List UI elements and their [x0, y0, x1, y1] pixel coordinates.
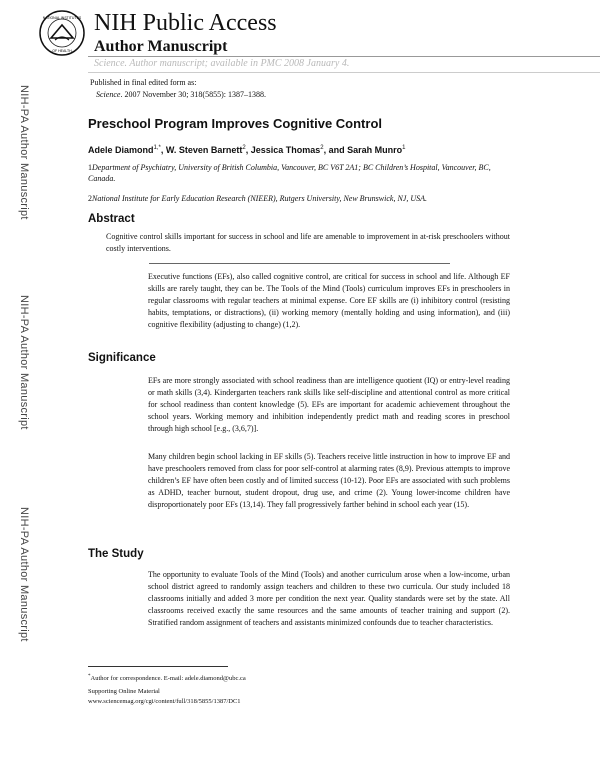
- supporting-material-label: Supporting Online Material: [88, 688, 160, 695]
- author-affiliation-mark: 1: [402, 145, 406, 151]
- header-rule: [88, 56, 600, 57]
- nih-seal-logo: [39, 10, 85, 56]
- correspondence-text: Author for correspondence. E-mail: adele.diamond@ubc.ca: [90, 675, 246, 683]
- author-name: , W. Steven Barnett: [160, 145, 243, 155]
- side-watermark: NIH-PA Author Manuscript: [18, 85, 30, 220]
- affiliation-number: 2: [88, 194, 92, 203]
- footnote-rule: [88, 666, 228, 667]
- availability-notice: Science. Author manuscript; available in PMC 2008 January 4.: [94, 58, 350, 69]
- affiliation-1: [88, 162, 518, 184]
- header-rule-lower: [88, 72, 600, 73]
- abstract-heading: Abstract: [88, 213, 135, 225]
- significance-paragraph-1: EFs are more strongly associated with school readiness than are intelligence quotient (IQ) or entry-level reading or math skills (3,4). Kindergarten teachers rank skills like self-discipline and attentional control as more critical for school readiness than content knowledge (5). EFs are important for academic achievement throughout the school years. Working memory and inhibition independently predict math and reading scores in preschool through high school [e.g., (3,6,7)].: [148, 376, 510, 433]
- author-affiliation-mark: 2: [242, 145, 246, 151]
- significance-paragraph-2: Many children begin school lacking in EF skills (5). Teachers receive little instruction in how to improve EF and have preschoolers removed from class for poor self-control at alarming rates (8,9). Previous attempts to improve children’s EF have often been costly and of limited success (10-12). Poor EFs are associated with such problems as ADHD, teacher burnout, student dropout, drug use, and crime (2). Young lower-income children have disproportionately poor EFs (13,14). They fall progressively farther behind in school each year (15).: [148, 452, 510, 509]
- author-name: , and Sarah Munro: [323, 145, 403, 155]
- side-watermark: NIH-PA Author Manuscript: [18, 295, 30, 430]
- author-list: [88, 145, 405, 155]
- svg-text:NATIONAL INSTITUTES: NATIONAL INSTITUTES: [42, 16, 82, 20]
- citation: [96, 89, 266, 100]
- affiliation-text: Department of Psychiatry, University of British Columbia, Vancouver, BC V6T 2A1; BC Children’s Hospital, Vancouver, BC, Canada.: [88, 163, 491, 183]
- author-name: Adele Diamond: [88, 145, 154, 155]
- executive-functions-paragraph: Executive functions (EFs), also called cognitive control, are critical for success in school and life. Although EF skills are rarely taught, they can be. The Tools of the Mind (Tools) curriculum improves EFs in preschoolers in regular classrooms with regular teachers at minimal expense. Core EF skills are (i) inhibitory control (resisting habits, temptations, or distractions), (ii) working memory (mentally holding and using information), and (iii) cognitive flexibility (adjusting to change) (1,2).: [148, 272, 510, 329]
- author-manuscript-label: Author Manuscript: [94, 38, 228, 55]
- citation-journal: Science: [96, 90, 121, 99]
- affiliation-number: 1: [88, 163, 92, 172]
- citation-details: . 2007 November 30; 318(5855): 1387–1388.: [120, 90, 266, 99]
- article-title: Preschool Program Improves Cognitive Control: [88, 116, 382, 131]
- correspondence-footnote: [88, 672, 246, 683]
- author-affiliation-mark: 2: [320, 145, 324, 151]
- author-name: , Jessica Thomas: [245, 145, 321, 155]
- affiliation-text: National Institute for Early Education Research (NIEER), Rutgers University, New Brunswick, NJ, USA.: [92, 194, 427, 203]
- nih-public-access-title: NIH Public Access: [94, 10, 277, 36]
- affiliation-2: [88, 193, 518, 204]
- abstract-text: Cognitive control skills important for success in school and life are amenable to improvement in at-risk preschoolers without costly interventions.: [106, 232, 510, 253]
- footnote-mark: *: [88, 674, 91, 679]
- supporting-material-url[interactable]: www.sciencemag.org/cgi/content/full/318/5855/1387/DC1: [88, 698, 241, 705]
- svg-text:OF HEALTH: OF HEALTH: [52, 49, 72, 53]
- published-label: Published in final edited form as:: [90, 78, 197, 87]
- study-heading: The Study: [88, 548, 144, 560]
- significance-heading: Significance: [88, 352, 156, 364]
- side-watermark: NIH-PA Author Manuscript: [18, 507, 30, 642]
- author-affiliation-mark: 1,*: [153, 145, 161, 151]
- study-paragraph: The opportunity to evaluate Tools of the Mind (Tools) and another curriculum arose when a low-income, urban school district agreed to randomly assign teachers and children to these two curricula. Our study included 18 classrooms initially and added 3 more per condition the next year. Quality standards were set by the state. All classrooms received exactly the same resources and the same amounts of teacher training and support (2). Stratified random assignment of teachers and assistants minimized confounds due to teacher characteristics.: [148, 570, 510, 627]
- section-divider: [149, 263, 450, 264]
